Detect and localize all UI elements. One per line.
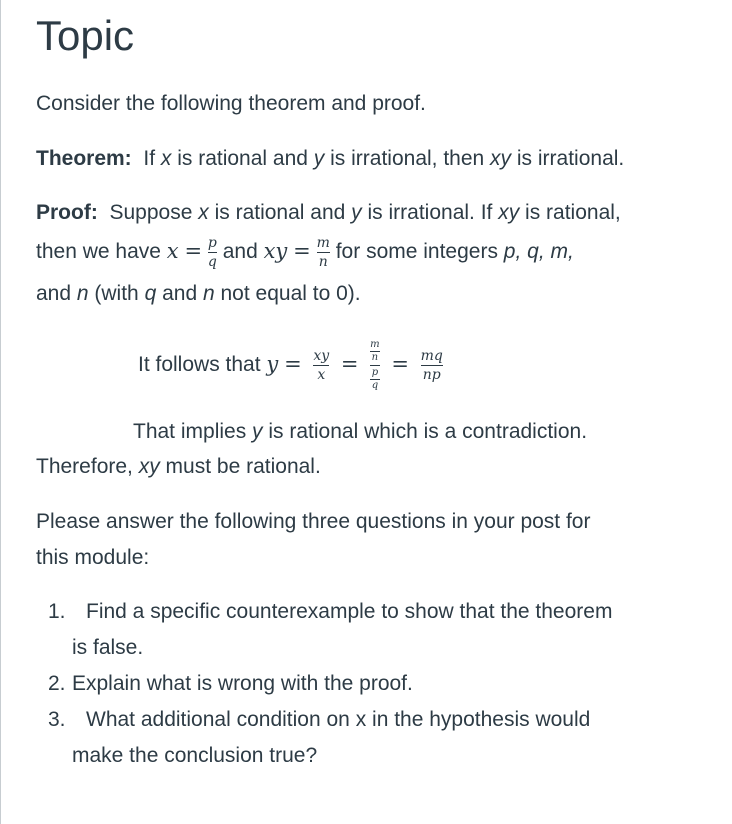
fraction-m-over-n: $\frac{m}{n}$ (316, 234, 330, 270)
proof-label: Proof: (36, 201, 98, 224)
left-border (0, 0, 1, 824)
fraction-p-over-q: $\frac{p}{q}$ (207, 234, 217, 270)
instructions-line-1: Please answer the following three questions in your post for (36, 510, 591, 533)
compound-fraction: m n p q (370, 339, 380, 391)
list-item: 2. Explain what is wrong with the proof. (48, 672, 413, 695)
questions-list (48, 594, 708, 774)
theorem-statement: Theorem: If x is rational and y is irrational, then xy is irrational. (36, 147, 625, 170)
therefore-text: Therefore, xy must be rational. (36, 455, 321, 478)
proof-line-3: and n (with q and n not equal to 0). (36, 282, 361, 305)
list-item: 1. Find a specific counterexample to show that the theorem is false. (48, 600, 613, 659)
page-title: Topic (36, 12, 135, 59)
theorem-label: Theorem: (36, 147, 132, 170)
list-item: 3. What additional condition on x in the hypothesis would make the conclusion true? (48, 708, 591, 767)
proof-line-2: then we have x = $\frac{p}{q}$ and xy = $\frac{m}{n}$ for some integers p, q, m, (36, 234, 574, 270)
intro-text: Consider the following theorem and proof. (36, 92, 426, 115)
fraction-mq-over-np: $\frac{mq}{np}$ (420, 348, 443, 383)
follows-equation: It follows that y = $\frac{xy}{x}$ = m n p q = $\frac{mq}{np}$ (138, 339, 443, 391)
math-x: x (166, 239, 179, 263)
instructions-line-2: this module: (36, 546, 150, 569)
fraction-xy-over-x: $\frac{xy}{x}$ (313, 348, 330, 383)
math-xy: xy (263, 239, 288, 263)
proof-line-1: Proof: Suppose x is rational and y is irrational. If xy is rational, (36, 201, 621, 224)
implies-text: That implies y is rational which is a contradiction. (133, 420, 588, 443)
